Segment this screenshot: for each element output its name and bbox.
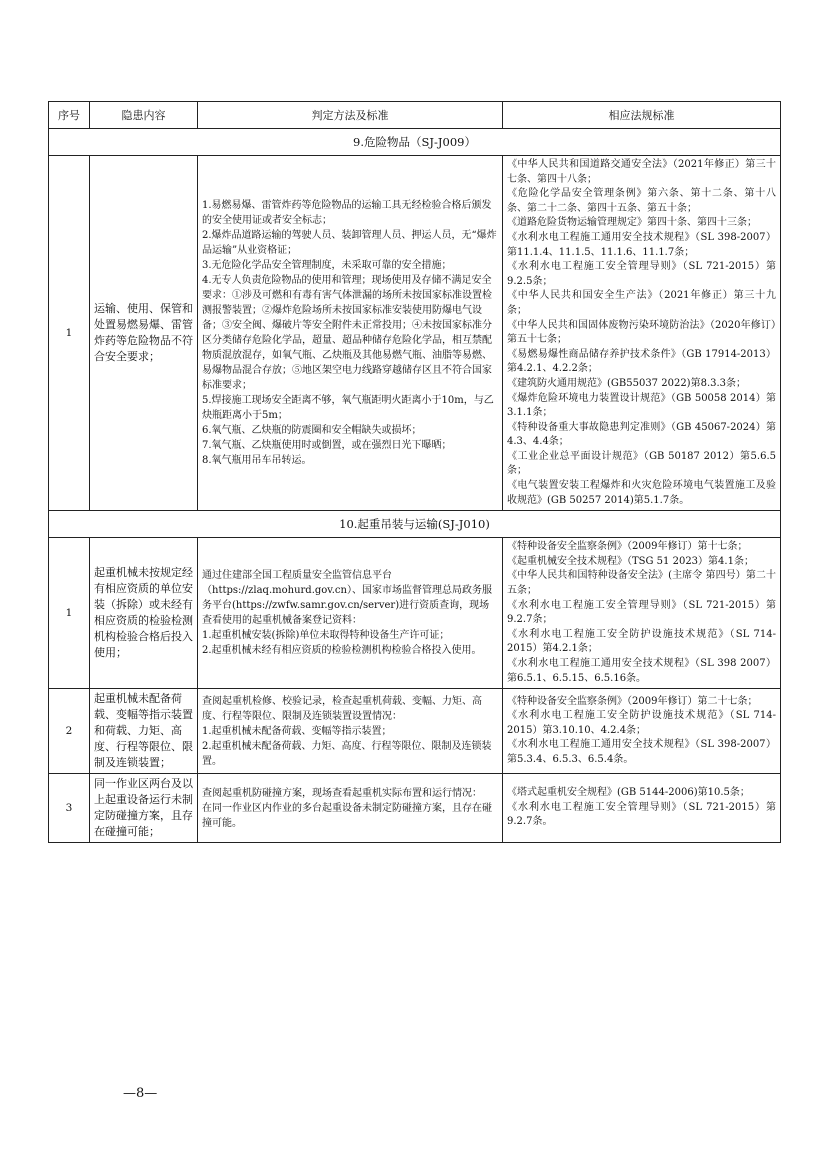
regulation-item: 《中华人民共和国道路交通安全法》（2021年修正）第三十七条、第四十八条； <box>507 159 776 185</box>
row-index: 2 <box>49 689 90 774</box>
regulation-item: 《水利水电工程施工安全管理导则》（SL 721-2015）第9.2.7条； <box>507 599 776 626</box>
regulation-item: 《水利水电工程施工安全防护设施技术规范》（SL 714-2015）第3.10.10、4.2.4条； <box>507 710 776 736</box>
method-item: 8.氧气瓶用吊车吊转运。 <box>202 455 312 467</box>
method-item: 4.无专人负责危险物品的使用和管理；现场使用及存储不满足安全要求：①涉及可燃和有毒有害气体泄漏的场所未按国家标准设置检测报警装置；②爆炸危险场所未按国家标准安装使用防爆电气设备；③安全阀、爆破片等安全附件未正常投用；④未按国家标准分区分类储存危险化学品，超量、超品种储存危险化学品，相互禁配物质混放混存，如氧气瓶、乙炔瓶及其他易燃气瓶、油脂等易燃、易爆物品混合存放；⑤地区架空电力线路穿越储存区且不符合国家标准要求； <box>202 275 492 392</box>
section-row <box>49 129 781 156</box>
judgment-method <box>198 156 503 511</box>
regulation-item: 《爆炸危险环境电力装置设计规范》（GB 50058 2014）第3.1.1条； <box>507 392 776 419</box>
row-index: 3 <box>49 774 90 843</box>
regulation-item: 《水利水电工程施工通用安全技术规程》（SL 398 2007）第6.5.1、6.5.15、6.5.16条。 <box>507 658 776 684</box>
regulation-item: 《中华人民共和国特种设备安全法》(主席令 第四号）第二十五条； <box>507 570 776 597</box>
regulation-item: 《工业企业总平面设计规范》（GB 50187 2012）第5.6.5条； <box>507 450 776 477</box>
regulation-item: 《道路危险货物运输管理规定》第四十条、第四十三条； <box>507 217 757 229</box>
regulation-standards <box>503 156 781 511</box>
regulation-item: 《危险化学品安全管理条例》第六条、第十二条、第十八条、第二十二条、第四十五条、第五十条； <box>507 188 776 214</box>
method-item: 查阅起重机检修、校验记录，检查起重机荷载、变幅、力矩、高度、行程等限位、限制及连锁装置设置情况： <box>202 695 482 722</box>
method-item: 3.无危险化学品安全管理制度，未采取可靠的安全措施； <box>202 260 452 272</box>
table-row <box>49 538 781 689</box>
regulation-item: 《水利水电工程施工通用安全技术规程》（SL 398-2007）第11.1.4、11.1.5、11.1.6、11.1.7条； <box>507 231 776 258</box>
row-index: 1 <box>49 156 90 511</box>
hazard-content: 起重机械未配备荷载、变幅等指示装置和荷载、力矩、高度、行程等限位、限制及连锁装置； <box>90 689 198 774</box>
regulation-standards <box>503 538 781 689</box>
header-laws: 相应法规标准 <box>503 102 781 129</box>
method-item: 6.氧气瓶、乙炔瓶的防震圈和安全帽缺失或损坏； <box>202 425 422 437</box>
method-item: 通过住建部全国工程质量安全监管信息平台（https://zlaq.mohurd.gov.cn）、国家市场监督管理总局政务服务平台(https://zwfw.samr.gov.cn/server)进行资质查询，现场查看使用的起重机械备案登记资料： <box>202 570 492 627</box>
regulation-item: 《水利水电工程施工通用安全技术规程》（SL 398-2007）第5.3.4、6.5.3、6.5.4条。 <box>507 739 776 766</box>
regulation-item: 《易燃易爆性商品储存养护技术条件》（GB 17914-2013）第4.2.1、4.2.2条； <box>507 348 776 375</box>
header-method: 判定方法及标准 <box>198 102 503 129</box>
hazard-content: 起重机械未按规定经有相应资质的单位安装（拆除）或未经有相应资质的检验检测机构检验合格后投入使用； <box>90 538 198 689</box>
regulation-item: 《建筑防火通用规范》(GB55037 2022)第8.3.3条； <box>507 377 747 389</box>
regulation-item: 《电气装置安装工程爆炸和火灾危险环境电气装置施工及验收规范》(GB 50257 2014)第5.1.7条。 <box>507 480 776 506</box>
method-item: 1.起重机械安装(拆除)单位未取得特种设备生产许可证； <box>202 630 450 642</box>
method-item: 7.氧气瓶、乙炔瓶使用时或倒置，或在强烈日光下曝晒； <box>202 440 452 452</box>
regulation-standards <box>503 689 781 774</box>
row-index: 1 <box>49 538 90 689</box>
regulation-item: 《水利水电工程施工安全管理导则》（SL 721-2015）第9.2.5条； <box>507 261 776 287</box>
page-number: —8— <box>123 1086 158 1101</box>
method-item: 5.焊接施工现场安全距离不够，氧气瓶距明火距离小于10m，与乙炔瓶距离小于5m； <box>202 395 494 422</box>
header-hazard: 隐患内容 <box>90 102 198 129</box>
judgment-method <box>198 538 503 689</box>
regulation-item: 《水利水电工程施工安全防护设施技术规范》（SL 714-2015）第4.2.1条； <box>507 628 776 655</box>
hazard-table <box>48 101 781 843</box>
regulation-item: 《起重机械安全技术规程》（TSG 51 2023）第4.1条； <box>507 555 754 567</box>
regulation-item: 《特种设备安全监察条例》（2009年修订）第二十七条； <box>507 695 758 707</box>
regulation-item: 《塔式起重机安全规程》(GB 5144-2006)第10.5条； <box>507 787 750 799</box>
table-row <box>49 156 781 511</box>
regulation-item: 《中华人民共和国固体废物污染环境防治法》（2020年修订）第五十七条； <box>507 319 776 346</box>
hazard-content: 运输、使用、保管和处置易燃易爆、雷管炸药等危险物品不符合安全要求； <box>90 156 198 511</box>
regulation-item: 《水利水电工程施工安全管理导则》（SL 721-2015）第9.2.7条。 <box>507 801 776 828</box>
table-body <box>49 129 781 843</box>
judgment-method <box>198 774 503 843</box>
method-item: 2.起重机械未配备荷载、力矩、高度、行程等限位、限制及连锁装置。 <box>202 740 492 767</box>
method-item: 1.易燃易爆、雷管炸药等危险物品的运输工具无经检验合格后颁发的安全使用证或者安全标志； <box>202 200 492 227</box>
section-title: 9.危险物品（SJ-J009） <box>49 129 781 156</box>
table-row <box>49 689 781 774</box>
method-item: 查阅起重机防碰撞方案，现场查看起重机实际布置和运行情况： <box>202 787 482 799</box>
regulation-item: 《中华人民共和国安全生产法》（2021年修正）第三十九条； <box>507 290 776 316</box>
section-title: 10.起重吊装与运输(SJ-J010) <box>49 511 781 538</box>
table-header-row <box>49 102 781 129</box>
judgment-method <box>198 689 503 774</box>
table-row <box>49 774 781 843</box>
regulation-item: 《特种设备安全监察条例》（2009年修订）第十七条； <box>507 541 748 553</box>
regulation-standards <box>503 774 781 843</box>
method-item: 2.爆炸品道路运输的驾驶人员、装卸管理人员、押运人员，无“爆炸品运输”从业资格证； <box>202 230 497 257</box>
header-index: 序号 <box>49 102 90 129</box>
section-row <box>49 511 781 538</box>
hazard-content: 同一作业区两台及以上起重设备运行未制定防碰撞方案，且存在碰撞可能； <box>90 774 198 843</box>
regulation-item: 《特种设备重大事故隐患判定准则》（GB 45067-2024）第4.3、4.4条； <box>507 421 776 448</box>
method-item: 1.起重机械未配备荷载、变幅等指示装置； <box>202 725 392 737</box>
method-item: 2.起重机械未经有相应资质的检验检测机构检验合格投入使用。 <box>202 645 482 657</box>
method-item: 在同一作业区内作业的多台起重设备未制定防碰撞方案，且存在碰撞可能。 <box>202 802 492 829</box>
